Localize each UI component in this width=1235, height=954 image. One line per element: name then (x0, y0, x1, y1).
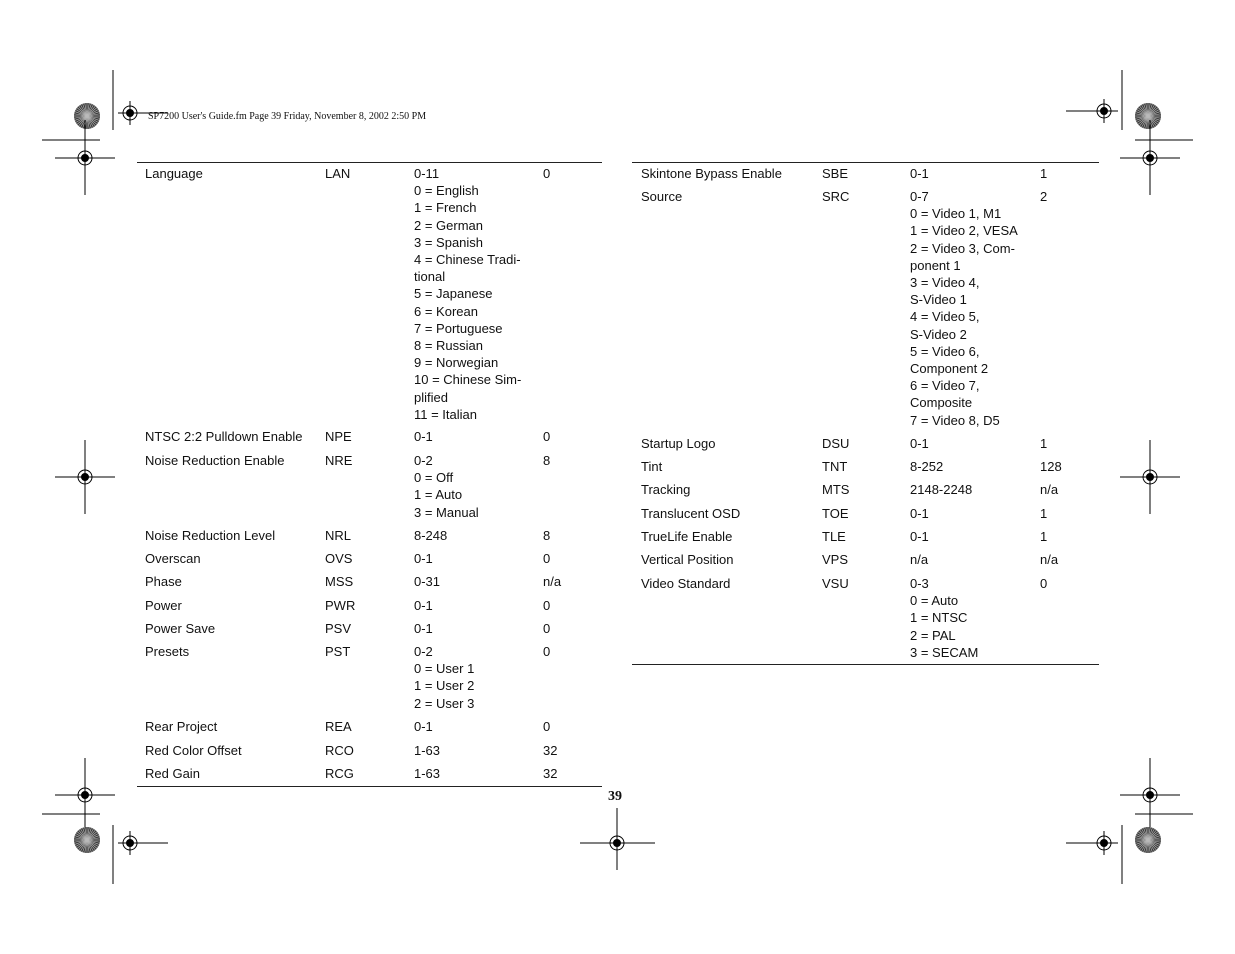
cell-code: NPE (325, 429, 352, 444)
cell-values: 0-1 (910, 529, 929, 544)
cell-default: 32 (543, 766, 558, 781)
cell-name: Skintone Bypass Enable (641, 166, 782, 181)
registration-crosshair (73, 783, 97, 807)
registration-starburst (74, 827, 100, 853)
cell-name: Phase (145, 574, 182, 589)
cell-code: TNT (822, 459, 848, 474)
cell-name: Video Standard (641, 576, 731, 591)
right-table-bottom-rule (632, 664, 1099, 665)
cell-name: Presets (145, 644, 190, 659)
cell-name: Translucent OSD (641, 506, 741, 521)
cell-default: 1 (1040, 529, 1048, 544)
registration-starburst (1135, 103, 1161, 129)
cell-default: 0 (543, 598, 551, 613)
cell-values: 0-7 0 = Video 1, M1 1 = Video 2, VESA 2 = Video 3, Com- ponent 1 3 = Video 4, S-Video 1 4 = Video 5, S-Video 2 5 = Video 6, Component 2 6 = Video 7, Composite 7 = Video 8, D5 (910, 189, 1018, 428)
registration-crosshair (605, 831, 629, 855)
cell-code: NRL (325, 528, 352, 543)
cell-code: VPS (822, 552, 849, 567)
cell-values: 0-2 0 = User 1 1 = User 2 2 = User 3 (414, 644, 475, 711)
registration-crosshair (1138, 465, 1162, 489)
registration-crosshair (73, 146, 97, 170)
left-table-top-rule (137, 162, 602, 163)
cell-code: LAN (325, 166, 351, 181)
registration-crosshair (118, 101, 142, 125)
registration-crosshair (1092, 831, 1116, 855)
cell-code: VSU (822, 576, 849, 591)
cell-default: 0 (543, 551, 551, 566)
cell-values: 8-252 (910, 459, 944, 474)
registration-starburst (74, 103, 100, 129)
cell-name: Overscan (145, 551, 201, 566)
cell-values: 1-63 (414, 743, 441, 758)
cell-values: 0-1 (414, 598, 433, 613)
cell-code: OVS (325, 551, 353, 566)
cell-values: 0-1 (414, 429, 433, 444)
cell-values: 0-1 (414, 621, 433, 636)
registration-starburst (1135, 827, 1161, 853)
registration-crosshair (118, 831, 142, 855)
cell-default: 2 (1040, 189, 1048, 204)
cell-name: Tint (641, 459, 663, 474)
cell-default: 0 (543, 429, 551, 444)
cell-code: SRC (822, 189, 850, 204)
cell-code: MTS (822, 482, 850, 497)
cell-name: NTSC 2:2 Pulldown Enable (145, 429, 303, 444)
cell-values: 0-31 (414, 574, 441, 589)
cell-default: 0 (543, 621, 551, 636)
cell-name: Vertical Position (641, 552, 734, 567)
running-header: SP7200 User's Guide.fm Page 39 Friday, November 8, 2002 2:50 PM (148, 111, 427, 122)
cell-values: 0-11 0 = English 1 = French 2 = German 3 = Spanish 4 = Chinese Tradi- tional 5 = Japanese 6 = Korean 7 = Portuguese 8 = Russian 9 = Norwegian 10 = Chinese Sim- plified 11 = Italian (414, 166, 522, 422)
cell-name: Rear Project (145, 719, 218, 734)
cell-code: SBE (822, 166, 849, 181)
cell-default: 1 (1040, 166, 1048, 181)
registration-crosshair (73, 465, 97, 489)
cell-code: PSV (325, 621, 352, 636)
registration-crosshair (1092, 99, 1116, 123)
cell-name: Language (145, 166, 203, 181)
cell-default: n/a (1040, 482, 1059, 497)
cell-code: RCG (325, 766, 354, 781)
cell-code: TOE (822, 506, 849, 521)
cell-code: NRE (325, 453, 353, 468)
page-number: 39 (608, 789, 622, 804)
cell-default: 1 (1040, 506, 1048, 521)
cell-default: 0 (543, 166, 551, 181)
cell-name: Source (641, 189, 683, 204)
cell-default: 128 (1040, 459, 1062, 474)
cell-default: 8 (543, 453, 551, 468)
cell-name: Noise Reduction Level (145, 528, 276, 543)
cell-default: n/a (543, 574, 562, 589)
cell-values: 1-63 (414, 766, 441, 781)
cell-name: Red Gain (145, 766, 200, 781)
cell-code: DSU (822, 436, 850, 451)
cell-default: 1 (1040, 436, 1048, 451)
cell-values: n/a (910, 552, 929, 567)
right-table-top-rule (632, 162, 1099, 163)
cell-name: Startup Logo (641, 436, 716, 451)
cell-values: 8-248 (414, 528, 448, 543)
cell-default: 0 (543, 719, 551, 734)
registration-crosshair (1138, 146, 1162, 170)
cell-name: Power (145, 598, 182, 613)
cell-values: 0-1 (910, 166, 929, 181)
cell-default: n/a (1040, 552, 1059, 567)
cell-code: REA (325, 719, 352, 734)
cell-code: MSS (325, 574, 354, 589)
cell-default: 32 (543, 743, 558, 758)
cell-name: Red Color Offset (145, 743, 242, 758)
cell-values: 0-1 (910, 436, 929, 451)
cell-default: 0 (543, 644, 551, 659)
cell-name: TrueLife Enable (641, 529, 733, 544)
cell-code: RCO (325, 743, 354, 758)
cell-values: 0-2 0 = Off 1 = Auto 3 = Manual (414, 453, 479, 520)
cell-name: Tracking (641, 482, 691, 497)
cell-values: 2148-2248 (910, 482, 973, 497)
cell-name: Power Save (145, 621, 216, 636)
cell-code: TLE (822, 529, 846, 544)
registration-crosshair (1138, 783, 1162, 807)
cell-default: 8 (543, 528, 551, 543)
cell-name: Noise Reduction Enable (145, 453, 285, 468)
cell-values: 0-1 (414, 551, 433, 566)
cell-default: 0 (1040, 576, 1048, 591)
cell-code: PWR (325, 598, 356, 613)
cell-values: 0-1 (414, 719, 433, 734)
cell-values: 0-1 (910, 506, 929, 521)
cell-code: PST (325, 644, 351, 659)
left-table-bottom-rule (137, 786, 602, 787)
cell-values: 0-3 0 = Auto 1 = NTSC 2 = PAL 3 = SECAM (910, 576, 979, 660)
